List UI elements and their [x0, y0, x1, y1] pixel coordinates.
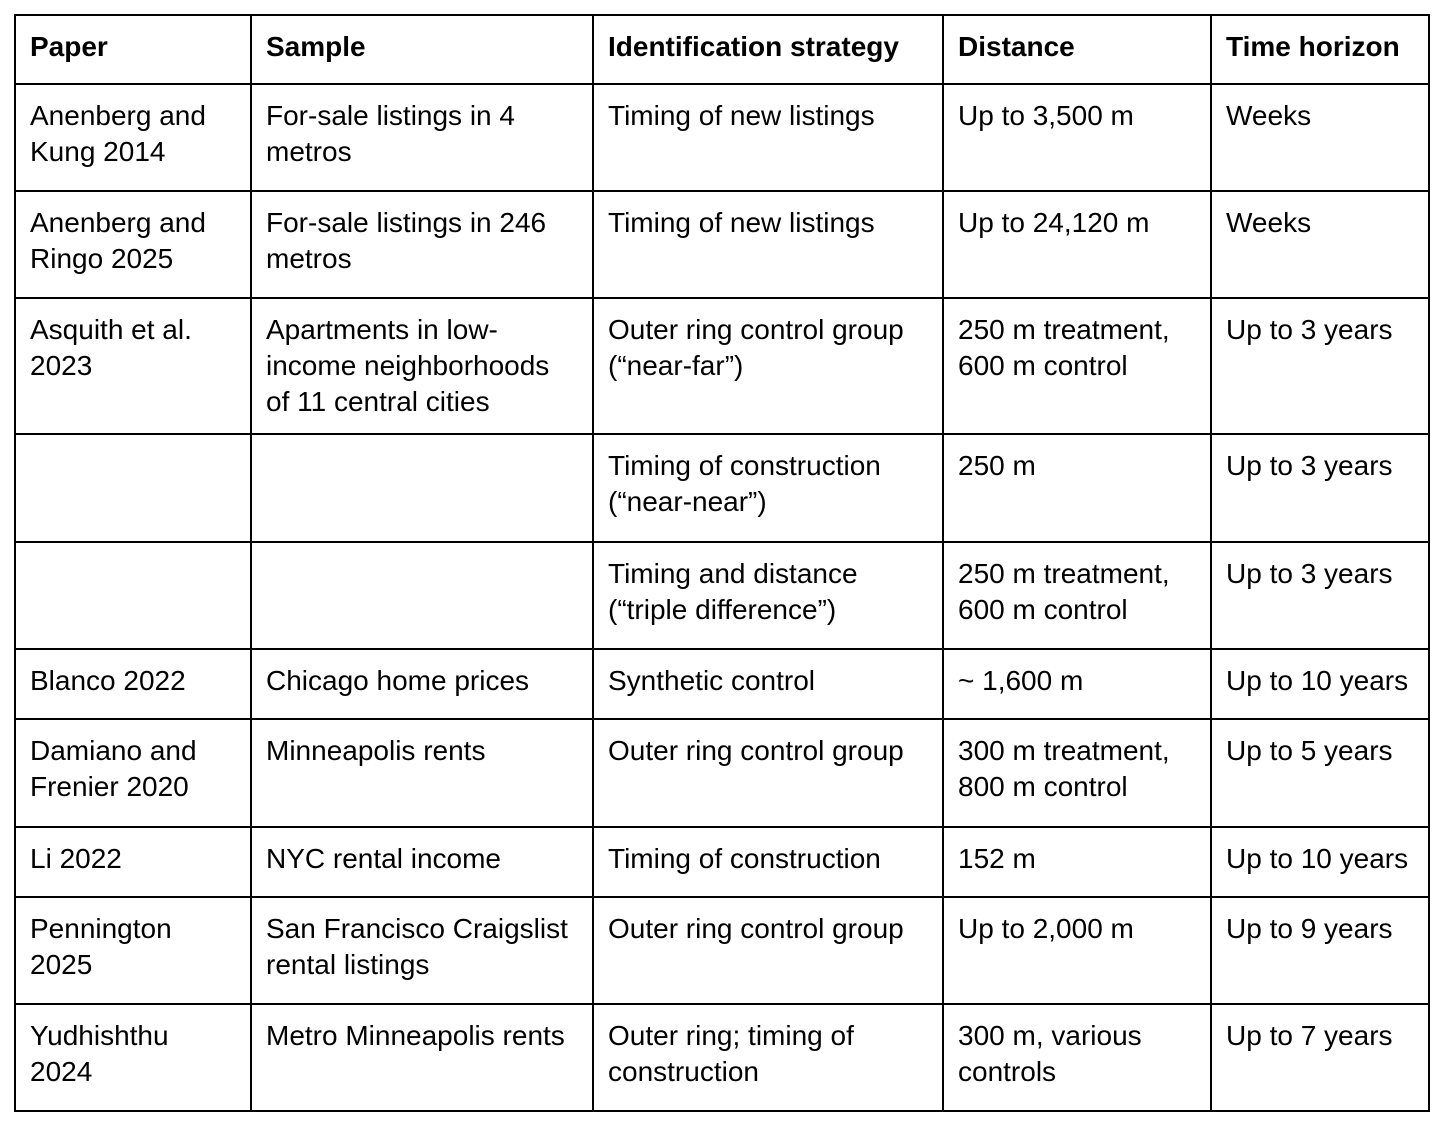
cell-identification: Outer ring control group (“near-far”): [593, 298, 943, 434]
cell-sample: For-sale listings in 246 metros: [251, 191, 593, 298]
cell-identification: Outer ring; timing of construction: [593, 1004, 943, 1111]
cell-sample: [251, 542, 593, 649]
cell-sample: Minneapolis rents: [251, 719, 593, 827]
cell-sample: Chicago home prices: [251, 649, 593, 719]
table-row: [15, 84, 1429, 191]
cell-distance: Up to 24,120 m: [943, 191, 1211, 298]
table-row: [15, 434, 1429, 542]
table-row: [15, 827, 1429, 897]
table-row: [15, 719, 1429, 827]
cell-paper: Blanco 2022: [15, 649, 251, 719]
cell-time-horizon: Weeks: [1211, 191, 1429, 298]
cell-time-horizon: Up to 10 years: [1211, 649, 1429, 719]
cell-paper: Anenberg and Kung 2014: [15, 84, 251, 191]
cell-distance: 250 m: [943, 434, 1211, 542]
cell-time-horizon: Weeks: [1211, 84, 1429, 191]
cell-identification: Timing of construction: [593, 827, 943, 897]
cell-distance: Up to 3,500 m: [943, 84, 1211, 191]
cell-paper: Asquith et al. 2023: [15, 298, 251, 434]
cell-sample: [251, 434, 593, 542]
cell-paper: Yudhishthu 2024: [15, 1004, 251, 1111]
column-header-sample: Sample: [251, 15, 593, 84]
cell-time-horizon: Up to 9 years: [1211, 897, 1429, 1004]
table-row: [15, 1004, 1429, 1111]
cell-paper: [15, 542, 251, 649]
cell-identification: Timing of construction (“near-near”): [593, 434, 943, 542]
column-header-identification-strategy: Identification strategy: [593, 15, 943, 84]
cell-time-horizon: Up to 5 years: [1211, 719, 1429, 827]
studies-comparison-table: [14, 14, 1430, 1112]
cell-time-horizon: Up to 7 years: [1211, 1004, 1429, 1111]
table-row: [15, 191, 1429, 298]
cell-identification: Timing of new listings: [593, 84, 943, 191]
table-row: [15, 298, 1429, 434]
cell-distance: Up to 2,000 m: [943, 897, 1211, 1004]
cell-paper: Anenberg and Ringo 2025: [15, 191, 251, 298]
cell-time-horizon: Up to 3 years: [1211, 298, 1429, 434]
table-row: [15, 897, 1429, 1004]
cell-identification: Outer ring control group: [593, 719, 943, 827]
cell-sample: Metro Minneapolis rents: [251, 1004, 593, 1111]
cell-identification: Synthetic control: [593, 649, 943, 719]
cell-distance: 152 m: [943, 827, 1211, 897]
cell-distance: 250 m treatment, 600 m control: [943, 542, 1211, 649]
cell-sample: San Francisco Craigslist rental listings: [251, 897, 593, 1004]
cell-time-horizon: Up to 10 years: [1211, 827, 1429, 897]
cell-distance: 300 m treatment, 800 m control: [943, 719, 1211, 827]
cell-paper: Damiano and Frenier 2020: [15, 719, 251, 827]
table-row: [15, 649, 1429, 719]
cell-paper: Li 2022: [15, 827, 251, 897]
cell-identification: Timing and distance (“triple difference”): [593, 542, 943, 649]
column-header-time-horizon: Time horizon: [1211, 15, 1429, 84]
cell-distance: 250 m treatment, 600 m control: [943, 298, 1211, 434]
cell-paper: [15, 434, 251, 542]
studies-table-container: [14, 14, 1430, 1112]
table-row: [15, 542, 1429, 649]
header-row: [15, 15, 1429, 84]
cell-distance: ~ 1,600 m: [943, 649, 1211, 719]
cell-identification: Timing of new listings: [593, 191, 943, 298]
cell-sample: NYC rental income: [251, 827, 593, 897]
cell-sample: For-sale listings in 4 metros: [251, 84, 593, 191]
column-header-paper: Paper: [15, 15, 251, 84]
cell-time-horizon: Up to 3 years: [1211, 542, 1429, 649]
cell-sample: Apartments in low-income neighborhoods of 11 central cities: [251, 298, 593, 434]
column-header-distance: Distance: [943, 15, 1211, 84]
cell-time-horizon: Up to 3 years: [1211, 434, 1429, 542]
cell-paper: Pennington 2025: [15, 897, 251, 1004]
cell-identification: Outer ring control group: [593, 897, 943, 1004]
cell-distance: 300 m, various controls: [943, 1004, 1211, 1111]
